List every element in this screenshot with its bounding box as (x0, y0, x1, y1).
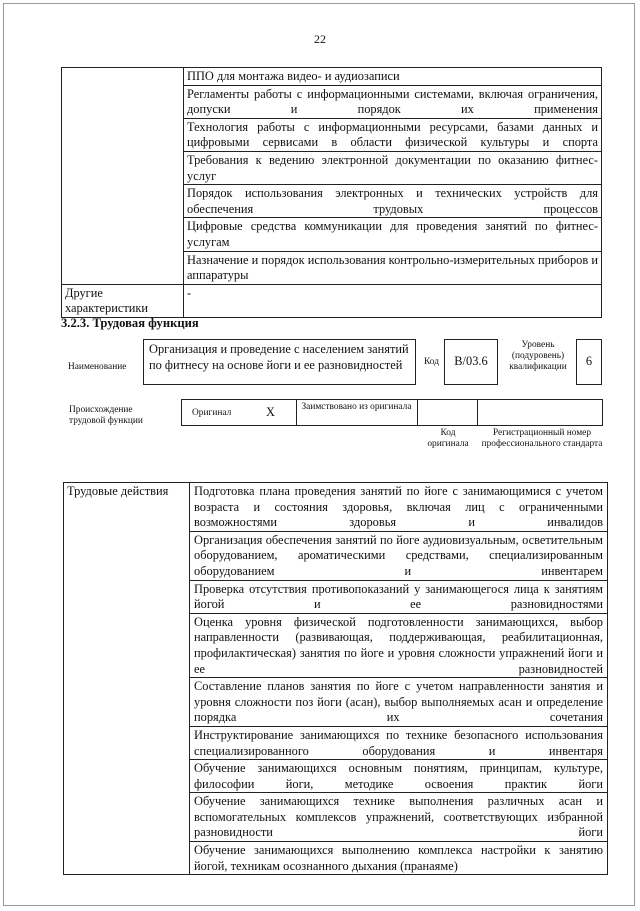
level-value: 6 (585, 354, 593, 368)
code-label: Код (424, 357, 439, 367)
function-code-box (444, 339, 498, 385)
table-row (62, 284, 602, 317)
table-label-cell: Другие характеристики (62, 284, 184, 317)
section-title: 3.2.3. Трудовая функция (61, 316, 199, 330)
page-number: 22 (314, 32, 326, 46)
origin-box (181, 399, 603, 426)
knowledge-table (61, 67, 602, 318)
table-cell: Назначение и порядок использования контрольно-измерительных приборов и аппаратуры (184, 251, 602, 284)
function-name-box (143, 339, 416, 385)
table-cell: ППО для монтажа видео- и аудиозаписи (184, 68, 602, 86)
origin-divider (417, 400, 418, 425)
table-cell: Обучение занимающихся технике выполнения различных асан и вспомогательных комплексов упражнений, соответствующих избранной разновидности йоги (190, 793, 608, 842)
code-caption: Код оригинала (427, 428, 469, 449)
origin-label: Происхождение трудовой функции (69, 405, 143, 426)
table-cell: Инструктирование занимающихся по технике безопасного использования специализированного оборудования и инвентаря (190, 726, 608, 759)
level-label: Уровень (подуровень) квалификации (509, 340, 567, 372)
table-label-cell (62, 68, 184, 285)
table-cell: Оценка уровня физической подготовленности занимающихся, выбор направленности (развивающая, поддерживающая, реабилитационная, профилактическая) занятия по йоге и уровня сложности упражнений йоги и ее разновидностей (190, 613, 608, 677)
borrowed-label: Заимствовано из оригинала (301, 402, 412, 412)
function-name: Организация и проведение с населением занятий по фитнесу на основе йоги и ее разновидностей (149, 342, 409, 372)
actions-table (63, 482, 608, 875)
table-row (62, 68, 602, 86)
table-cell: Требования к ведению электронной документации по оказанию фитнес-услуг (184, 151, 602, 184)
table-cell: Технология работы с информационными ресурсами, базами данных и цифровыми сервисами в области физической культуры и спорта (184, 118, 602, 151)
table-cell: Порядок использования электронных и технических устройств для обеспечения трудовых процессов (184, 185, 602, 218)
table-cell: Организация обеспечения занятий по йоге аудиовизуальным, осветительным оборудованием, ароматическими средствами, специализированным оборудованием и инвентарем (190, 531, 608, 580)
table-cell: Проверка отсутствия противопоказаний у занимающегося лица к занятиям йогой и ее разновидностями (190, 580, 608, 613)
table-cell: Обучение занимающихся выполнению комплекса настройки к занятию йогой, техникам осознанного дыхания (пранаяме) (190, 842, 608, 875)
actions-label: Трудовые действия (64, 483, 190, 875)
table-cell: Цифровые средства коммуникации для проведения занятий по фитнес-услугам (184, 218, 602, 251)
table-cell: Регламенты работы с информационными системами, включая ограничения, допуски и порядок их применения (184, 85, 602, 118)
function-code: B/03.6 (454, 354, 488, 368)
table-cell: Составление планов занятия по йоге с учетом направленности занятия и уровня сложности поз йоги (асан), выбор выполняемых асан и определение порядка их сочетания (190, 678, 608, 727)
origin-divider (477, 400, 478, 425)
table-row (64, 483, 608, 532)
reg-caption: Регистрационный номер профессионального стандарта (481, 428, 603, 449)
table-cell: - (184, 284, 602, 317)
original-mark: X (266, 405, 275, 419)
table-cell: Обучение занимающихся основным понятиям, принципам, культуре, философии йоги, методике освоения практик йоги (190, 760, 608, 793)
level-value-box (576, 339, 602, 385)
original-label: Оригинал (192, 408, 232, 418)
table-cell: Подготовка плана проведения занятий по йоге с занимающимися с учетом возраста и состояния здоровья, включая лиц с ограниченными возможностями здоровья и инвалидов (190, 483, 608, 532)
name-label: Наименование (68, 362, 127, 372)
